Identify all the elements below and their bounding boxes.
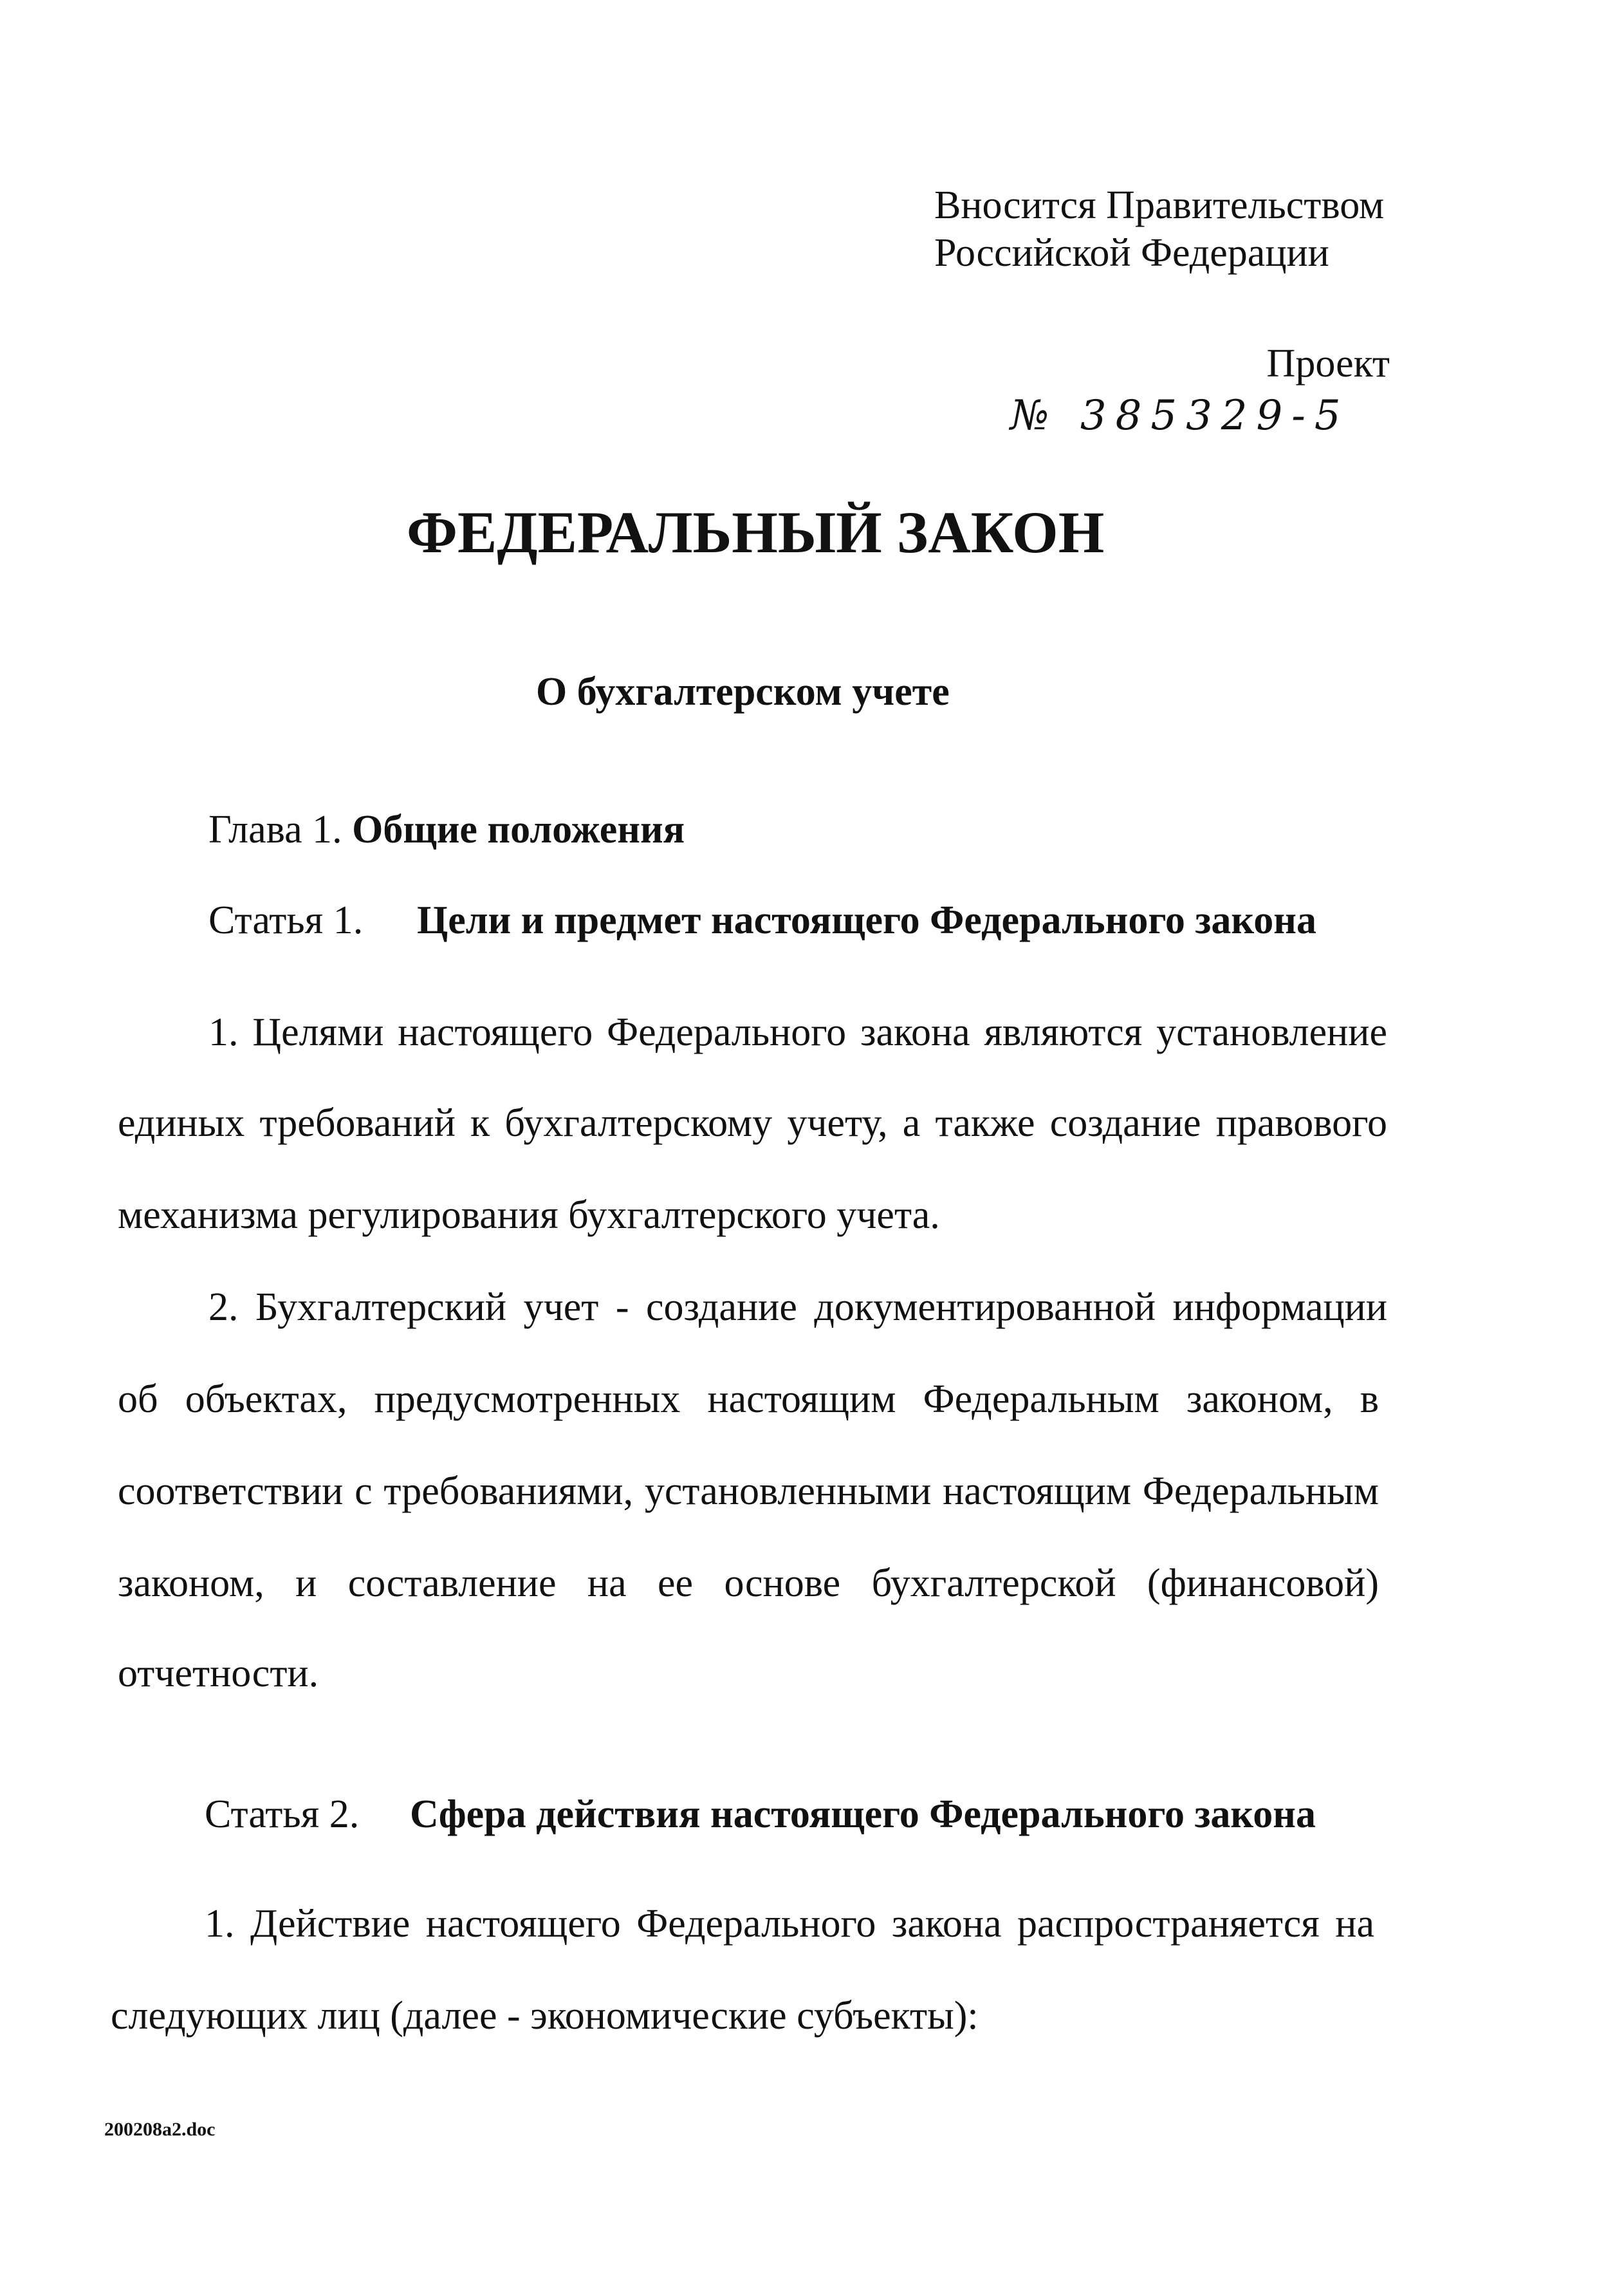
paragraph-line: 2. Бухгалтерский учет - создание документированной информации [208,1285,1387,1329]
draft-label: Проект [1266,342,1390,386]
article-1-label: Статья 1. [208,898,364,942]
paragraph-line: следующих лиц (далее - экономические субъекты): [111,1994,979,2038]
paragraph-line: 1. Целями настоящего Федерального закона являются установление [208,1010,1387,1054]
chapter-heading [208,807,685,852]
chapter-title: Общие положения [352,808,685,851]
paragraph-line: законом, и составление на ее основе бухгалтерской (финансовой) [118,1561,1379,1605]
handwritten-registration-number: № 385329-5 [1010,392,1350,440]
article-2-label: Статья 2. [205,1792,360,1836]
paragraph-line: отчетности. [118,1651,319,1695]
document-subtitle: О бухгалтерском учете [536,670,950,714]
article-1-title: Цели и предмет настоящего Федерального закона [417,898,1316,942]
document-title: ФЕДЕРАЛЬНЫЙ ЗАКОН [407,499,1105,565]
footer-filename: 200208a2.doc [104,2119,216,2140]
submitted-by-line1: Вносится Правительством [934,183,1385,227]
chapter-label: Глава 1. [208,808,342,851]
paragraph-line: механизма регулирования бухгалтерского учета. [118,1193,940,1237]
paragraph-line: единых требований к бухгалтерскому учету, а также создание правового [118,1101,1387,1145]
paragraph-line: 1. Действие настоящего Федерального закона распространяется на [205,1902,1374,1946]
paragraph-line: об объектах, предусмотренных настоящим Федеральным законом, в [118,1377,1379,1421]
paragraph-line: соответствии с требованиями, установленными настоящим Федеральным [118,1469,1379,1513]
article-2-title: Сфера действия настоящего Федерального закона [410,1792,1316,1836]
submitted-by-line2: Российской Федерации [934,231,1329,275]
